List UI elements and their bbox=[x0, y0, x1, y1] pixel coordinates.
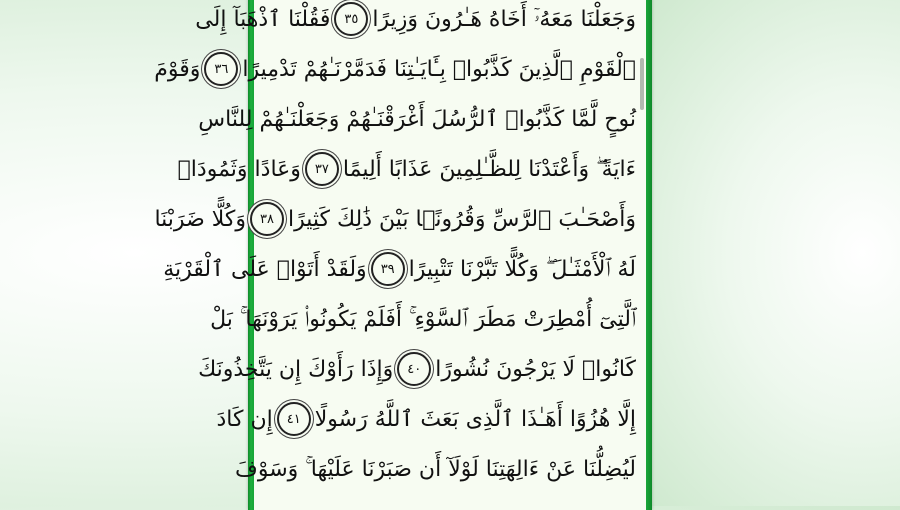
verse-text: ءَايَةً ۖ وَأَعْتَدْنَا لِلظَّـٰلِمِينَ عَذَابًا أَلِيمًا bbox=[342, 156, 636, 182]
verse-text: وَجَعَلْنَا مَعَهُۥٓ أَخَاهُ هَـٰرُونَ وَزِيرًا bbox=[372, 6, 636, 32]
verse-text: وَإِذَا رَأَوْكَ إِن يَتَّخِذُونَكَ bbox=[198, 356, 394, 382]
verse-text: ٱلَّتِىٓ أُمْطِرَتْ مَطَرَ ٱلسَّوْءِ ۚ أَفَلَمْ يَكُونُوا۟ يَرَوْنَهَا ۚ بَلْ bbox=[210, 306, 636, 332]
verse-text: كَانُوا۟ لَا يَرْجُونَ نُشُورًا bbox=[435, 356, 636, 382]
quran-text-lines bbox=[154, 0, 636, 506]
verse-text: وَقَوْمَ bbox=[154, 56, 201, 82]
verse-text: وَكُلًّا ضَرَبْنَا bbox=[154, 206, 246, 232]
verse-text: وَأَصْحَـٰبَ ٱلرَّسِّ وَقُرُونًۢا بَيْنَ ذَٰلِكَ كَثِيرًا bbox=[287, 206, 636, 232]
verse-line bbox=[235, 444, 636, 494]
verse-text: لَهُ ٱلْأَمْثَـٰلَ ۖ وَكُلًّا تَبَّرْنَا تَتْبِيرًا bbox=[408, 256, 636, 282]
ayah-number-marker: ٤١ bbox=[277, 402, 311, 436]
verse-line bbox=[177, 144, 636, 194]
background-right bbox=[652, 0, 900, 506]
verse-text: وَعَادًا وَثَمُودَا۟ bbox=[177, 156, 301, 182]
verse-line bbox=[198, 94, 636, 144]
verse-text: إِلَّا هُزُوًا أَهَـٰذَا ٱلَّذِى بَعَثَ ٱللَّهُ رَسُولًا bbox=[314, 406, 636, 432]
verse-line bbox=[154, 44, 636, 94]
verse-line bbox=[198, 344, 636, 394]
ayah-number-marker: ٣٨ bbox=[250, 202, 284, 236]
verse-text: ٱلْقَوْمِ ٱلَّذِينَ كَذَّبُوا۟ بِـَٔايَـٰتِنَا فَدَمَّرْنَـٰهُمْ تَدْمِيرًا bbox=[242, 56, 636, 82]
verse-text: لَيُضِلُّنَا عَنْ ءَالِهَتِنَا لَوْلَآ أَن صَبَرْنَا عَلَيْهَا ۚ وَسَوْفَ bbox=[235, 456, 636, 482]
ayah-number-marker: ٣٧ bbox=[305, 152, 339, 186]
verse-text: فَقُلْنَا ٱذْهَبَآ إِلَى bbox=[195, 6, 331, 32]
ayah-number-marker: ٣٩ bbox=[371, 252, 405, 286]
vertical-scrollbar[interactable] bbox=[640, 58, 644, 110]
page-border-right bbox=[646, 0, 652, 510]
verse-text: نُوحٍ لَّمَّا كَذَّبُوا۟ ٱلرُّسُلَ أَغْرَقْنَـٰهُمْ وَجَعَلْنَـٰهُمْ لِلنَّاسِ bbox=[198, 106, 636, 132]
verse-line bbox=[195, 0, 636, 44]
verse-line bbox=[216, 394, 636, 444]
ayah-number-marker: ٤٠ bbox=[397, 352, 431, 386]
ayah-number-marker: ٣٥ bbox=[334, 2, 368, 36]
verse-text: وَلَقَدْ أَتَوْا۟ عَلَى ٱلْقَرْيَةِ bbox=[163, 256, 367, 282]
verse-line bbox=[163, 244, 636, 294]
verse-line bbox=[210, 294, 636, 344]
ayah-number-marker: ٣٦ bbox=[204, 52, 238, 86]
verse-text: إِن كَادَ bbox=[216, 406, 273, 432]
verse-line bbox=[154, 194, 636, 244]
